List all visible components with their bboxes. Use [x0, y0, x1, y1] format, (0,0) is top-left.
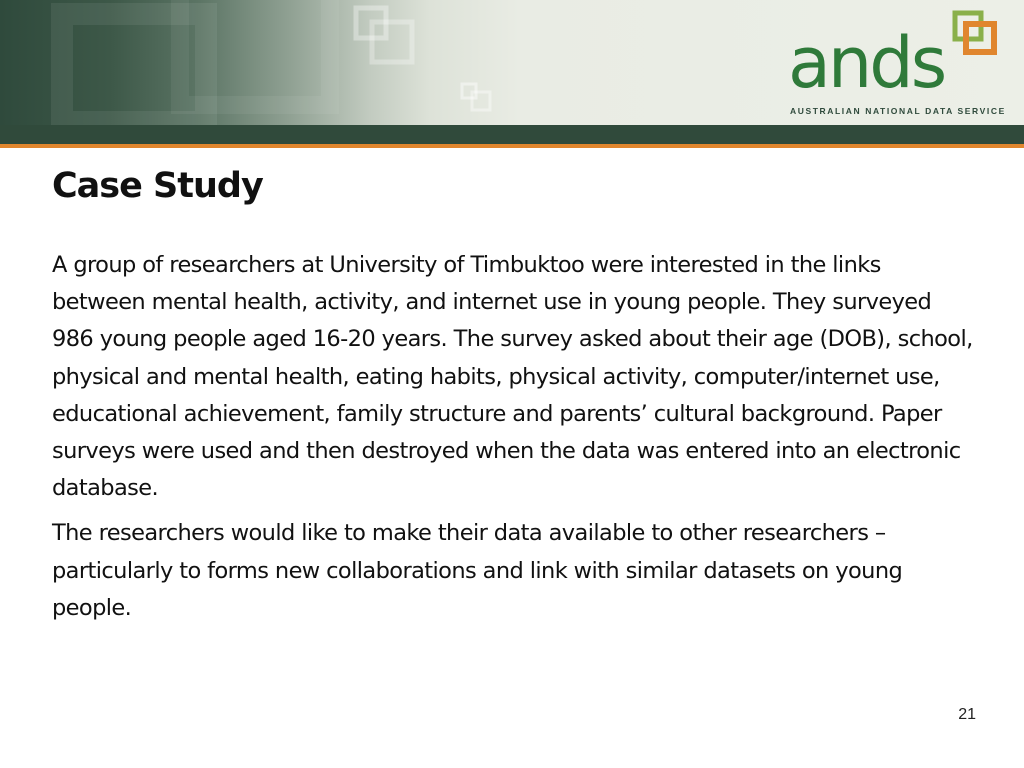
slide-body: [52, 247, 977, 635]
header-bar: [0, 125, 1024, 144]
banner-decoration: [0, 0, 560, 125]
slide-title: Case Study: [52, 166, 263, 206]
ands-logo: [780, 10, 1010, 120]
body-paragraph: The researchers would like to make their data available to other researchers – particularly to forms new collaborations and link with similar datasets on young people.: [52, 520, 903, 621]
body-paragraph: A group of researchers at University of Timbuktoo were interested in the links between mental health, activity, and internet use in young people. They surveyed 986 young people aged 16-20 years. The survey asked about their age (DOB), school, physical and mental health, eating habits, physical activity, computer/internet use, educational achievement, family structure and parents’ cultural background. Paper surveys were used and then destroyed when the data was entered into an electronic database.: [52, 252, 973, 502]
header-banner: [0, 0, 1024, 125]
logo-subtitle: AUSTRALIAN NATIONAL DATA SERVICE: [790, 106, 1006, 116]
page-number: 21: [958, 706, 976, 723]
header-rule: [0, 144, 1024, 148]
logo-squares-icon: [952, 10, 1002, 60]
logo-wordmark: ands: [788, 22, 945, 104]
